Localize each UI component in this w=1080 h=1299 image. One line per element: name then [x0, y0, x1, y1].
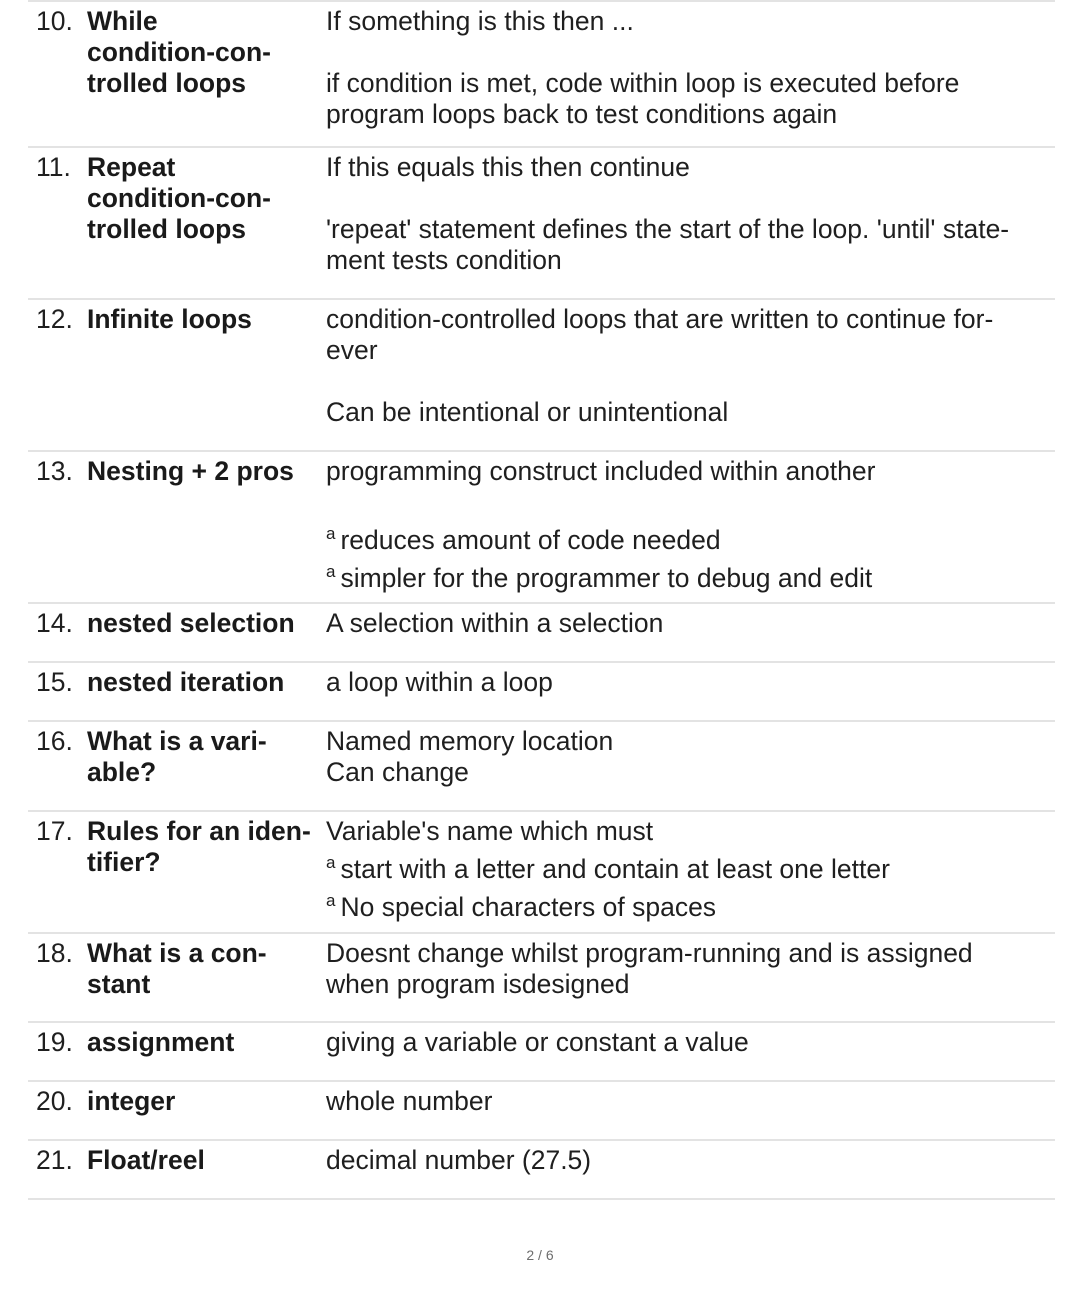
card-number: 19. — [36, 1027, 73, 1057]
definition-line — [326, 152, 1055, 183]
definition-line — [326, 1145, 1055, 1176]
definition-line — [326, 397, 1055, 428]
term-line: condition-con- — [87, 37, 271, 67]
definition-text: ever — [326, 335, 378, 365]
definition-cell — [326, 726, 1055, 810]
term-text — [87, 816, 311, 932]
paragraph-gap — [326, 366, 1055, 397]
term-line: What is a vari- — [87, 726, 267, 756]
definition-text: whole number — [326, 1086, 493, 1116]
card-number: 10. — [36, 6, 73, 36]
term-text — [87, 1027, 234, 1080]
paragraph-gap — [326, 183, 1055, 214]
flashcard-row — [28, 722, 1055, 810]
definition-text: ment tests condition — [326, 245, 562, 275]
term-text — [87, 1145, 205, 1198]
term-cell — [36, 938, 326, 1021]
term-text — [87, 6, 271, 146]
paragraph-gap — [326, 487, 1055, 518]
definition-text: reduces amount of code needed — [340, 525, 721, 555]
card-number: 15. — [36, 667, 73, 697]
definition-line — [326, 245, 1055, 276]
definition-text: a loop within a loop — [326, 667, 553, 697]
definition-cell — [326, 608, 1055, 661]
page-indicator: 2 / 6 — [526, 1247, 554, 1263]
definition-text: Can be intentional or unintentional — [326, 397, 729, 427]
term-line: Nesting + 2 pros — [87, 456, 294, 486]
definition-line — [326, 214, 1055, 245]
flashcard-row — [28, 1082, 1055, 1139]
flashcard-sheet — [28, 0, 1055, 1200]
definition-cell — [326, 6, 1055, 146]
term-text — [87, 938, 267, 1021]
bullet-line — [326, 885, 1055, 923]
term-line: assignment — [87, 1027, 235, 1057]
definition-text: condition-controlled loops that are written to continue for- — [326, 304, 994, 334]
term-cell — [36, 152, 326, 298]
definition-text: when program isdesigned — [326, 969, 630, 999]
definition-line — [326, 99, 1055, 130]
term-line: What is a con- — [87, 938, 267, 968]
term-line: Repeat — [87, 152, 176, 182]
definition-line — [326, 608, 1055, 639]
flashcard-row — [28, 934, 1055, 1021]
paragraph-gap — [326, 37, 1055, 68]
definition-cell — [326, 1145, 1055, 1198]
card-number: 12. — [36, 304, 73, 334]
term-line: While — [87, 6, 158, 36]
definition-line — [326, 6, 1055, 37]
definition-text: A selection within a selection — [326, 608, 664, 638]
definition-text: simpler for the programmer to debug and edit — [340, 563, 873, 593]
definition-cell — [326, 456, 1055, 602]
term-cell — [36, 1086, 326, 1139]
term-line: Infinite loops — [87, 304, 252, 334]
term-cell — [36, 6, 326, 146]
definition-cell — [326, 304, 1055, 450]
definition-text: If this equals this then continue — [326, 152, 690, 182]
definition-text: No special characters of spaces — [340, 892, 717, 922]
definition-text: Can change — [326, 757, 469, 787]
definition-text: 'repeat' statement defines the start of the loop. 'until' state- — [326, 214, 1010, 244]
bullet-line — [326, 847, 1055, 885]
definition-cell — [326, 1086, 1055, 1139]
definition-text: Named memory location — [326, 726, 614, 756]
definition-line — [326, 1027, 1055, 1058]
term-cell — [36, 667, 326, 720]
card-number: 17. — [36, 816, 73, 846]
term-line: nested iteration — [87, 667, 285, 697]
term-line: trolled loops — [87, 68, 246, 98]
definition-text: decimal number (27.5) — [326, 1145, 592, 1175]
definition-text: start with a letter and contain at least one letter — [340, 854, 890, 884]
definition-line — [326, 726, 1055, 757]
term-cell — [36, 608, 326, 661]
card-number: 16. — [36, 726, 73, 756]
term-cell — [36, 726, 326, 810]
row-divider — [28, 1198, 1055, 1200]
bullet-line — [326, 518, 1055, 556]
definition-cell — [326, 816, 1055, 932]
definition-line — [326, 1086, 1055, 1117]
flashcard-row — [28, 663, 1055, 720]
card-number: 14. — [36, 608, 73, 638]
term-line: tifier? — [87, 847, 161, 877]
term-cell — [36, 1145, 326, 1198]
definition-line — [326, 456, 1055, 487]
term-line: integer — [87, 1086, 176, 1116]
flashcard-row — [28, 148, 1055, 298]
flashcard-row — [28, 2, 1055, 146]
definition-cell — [326, 152, 1055, 298]
term-text — [87, 1086, 175, 1139]
term-text — [87, 456, 294, 602]
term-line: stant — [87, 969, 151, 999]
definition-cell — [326, 938, 1055, 1021]
term-cell — [36, 816, 326, 932]
definition-line — [326, 304, 1055, 335]
term-line: condition-con- — [87, 183, 271, 213]
flashcard-row — [28, 1141, 1055, 1198]
definition-line — [326, 816, 1055, 847]
definition-line — [326, 757, 1055, 788]
definition-text: Variable's name which must — [326, 816, 654, 846]
bullet-marker: a — [326, 562, 336, 581]
flashcard-row — [28, 812, 1055, 932]
card-number: 21. — [36, 1145, 73, 1175]
flashcard-row — [28, 1023, 1055, 1080]
definition-line — [326, 335, 1055, 366]
definition-text: Doesnt change whilst program-running and is assigned — [326, 938, 973, 968]
term-cell — [36, 1027, 326, 1080]
definition-text: if condition is met, code within loop is executed before — [326, 68, 960, 98]
definition-line — [326, 938, 1055, 969]
term-text — [87, 726, 267, 810]
card-number: 11. — [36, 152, 71, 182]
term-line: trolled loops — [87, 214, 246, 244]
flashcard-row — [28, 604, 1055, 661]
term-text — [87, 608, 295, 661]
flashcard-row — [28, 300, 1055, 450]
term-line: nested selection — [87, 608, 295, 638]
term-cell — [36, 456, 326, 602]
term-text — [87, 304, 252, 450]
definition-text: programming construct included within another — [326, 456, 876, 486]
term-cell — [36, 304, 326, 450]
bullet-line — [326, 556, 1055, 594]
definition-text: program loops back to test conditions again — [326, 99, 838, 129]
bullet-marker: a — [326, 524, 336, 543]
definition-line — [326, 969, 1055, 1000]
definition-cell — [326, 1027, 1055, 1080]
definition-text: If something is this then ... — [326, 6, 634, 36]
bullet-marker: a — [326, 891, 336, 910]
term-line: Float/reel — [87, 1145, 205, 1175]
card-number: 13. — [36, 456, 73, 486]
definition-cell — [326, 667, 1055, 720]
term-text — [87, 152, 271, 298]
bullet-marker: a — [326, 853, 336, 872]
flashcard-row — [28, 452, 1055, 602]
term-line: able? — [87, 757, 157, 787]
definition-line — [326, 667, 1055, 698]
card-number: 20. — [36, 1086, 73, 1116]
term-text — [87, 667, 284, 720]
term-line: Rules for an iden- — [87, 816, 311, 846]
definition-text: giving a variable or constant a value — [326, 1027, 749, 1057]
definition-line — [326, 68, 1055, 99]
card-number: 18. — [36, 938, 73, 968]
